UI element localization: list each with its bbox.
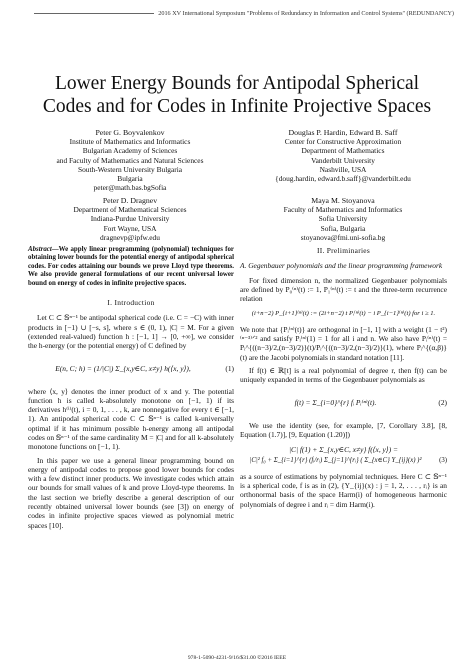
author-affiliation: South-Western University Bulgaria bbox=[77, 164, 183, 174]
author-affiliation: Center for Constructive Approximation bbox=[284, 137, 402, 147]
section-heading-introduction: I. Introduction bbox=[107, 298, 155, 308]
author-email: {doug.hardin, edward.b.saff}@vanderbilt.edu bbox=[275, 174, 411, 184]
equation-body: f(t) = Σ_{i=0}^{r} fᵢ Pᵢ⁽ⁿ⁾(t). bbox=[294, 397, 377, 407]
author-affiliation: and Faculty of Mathematics and Natural Sciences bbox=[56, 155, 204, 165]
recurrence-equation bbox=[240, 309, 447, 318]
paper-title bbox=[20, 72, 454, 118]
equation-body: |C| f(1) + Σ_{x,y∈C, x≠y} f(⟨x, y⟩) = bbox=[289, 445, 398, 455]
equation-3-line-2 bbox=[240, 456, 447, 465]
author-affiliation: Indiana-Purdue University bbox=[90, 214, 170, 224]
paragraph: Let C ⊂ 𝕊ⁿ⁻¹ be antipodal spherical code (i.e. C = −C) with inner products in [−1) ∪ [−s, s], where s ∈ (0, 1), |C| = M. For a given (extended real-valued) function h : [−1, 1] → [0, +∞], we consider the h-energy (or the potential energy) of C defined by bbox=[28, 313, 234, 351]
subsection-heading: A. Gegenbauer polynomials and the linear programming framework bbox=[240, 261, 443, 271]
paragraph: We use the identity (see, for example, [7, Corollary 3.8], [8, Equation (1.7)], [9, Equation (1.20)]) bbox=[240, 420, 447, 439]
author-affiliation: Vanderbilt University bbox=[311, 155, 375, 165]
author-affiliation: Bulgaria bbox=[117, 174, 143, 184]
author-block-boyvalenkov bbox=[30, 128, 230, 192]
author-block-dragnev bbox=[30, 196, 230, 242]
equation-2 bbox=[240, 391, 447, 415]
author-name: Peter G. Boyvalenkov bbox=[95, 128, 165, 137]
equation-body: E(n, C; h) = (1/|C|) Σ_{x,y∈C, x≠y} h(⟨x, y⟩), bbox=[55, 363, 191, 373]
author-block-hardin-saff bbox=[248, 128, 438, 183]
conference-header: 2016 XV International Symposium "Problems of Redundancy in Information and Control Systems" (REDUNDANCY) bbox=[20, 10, 454, 17]
author-affiliation: Faculty of Mathematics and Informatics bbox=[283, 205, 403, 215]
abstract-lead: Abstract bbox=[28, 246, 52, 253]
author-affiliation: Nashville, USA bbox=[319, 164, 367, 174]
equation-3-line-1 bbox=[240, 445, 447, 454]
author-affiliation: Department of Mathematics bbox=[301, 146, 385, 156]
author-email: dragnevp@ipfw.edu bbox=[100, 232, 160, 242]
abstract-text: —We apply linear programming (polynomial) techniques for obtaining lower bounds for the potential energy of antipodal spherical codes. For codes attaining our bounds we prove Lloyd type theorems. We also provide general formulations of our recent universal lower bound on energy of codes in infinite projective spaces. bbox=[28, 246, 234, 287]
author-affiliation: Bulgarian Academy of Sciences bbox=[82, 146, 178, 156]
paragraph: We note that {Pᵢ⁽ⁿ⁾(t)} are orthogonal in [−1, 1] with a weight (1 − t²)⁽ⁿ⁻³⁾ᐟ² and satisfy Pᵢ⁽ⁿ⁾(1) = 1 for all i and n. We also have Pᵢ⁽ⁿ⁾(t) = Pᵢ^{((n−3)/2,(n−3)/2)}(t)/Pᵢ^{((n−3)/2,(n−3)/2)}(1), where Pᵢ^{(α,β)}(t) are the Jacobi polynomials in standard notation [11]. bbox=[240, 324, 447, 362]
author-affiliation: Sofia, Bulgaria bbox=[320, 223, 366, 233]
paragraph: In this paper we use a general linear programming bound on energy of antipodal codes to propose good lower bounds for codes with a few distinct inner products. We investigate codes which attain our bounds for small values of k and prove Lloyd-type theorems. In the last section we briefly describe a general description of our recently obtained universal lower bounds (see [3]) on energy of codes in infinite projective spaces viewed as polynomial metric spaces [10]. bbox=[28, 455, 234, 530]
title-line: Lower Energy Bounds for Antipodal Spherical bbox=[54, 73, 420, 94]
author-name: Douglas P. Hardin, Edward B. Saff bbox=[288, 128, 398, 137]
author-affiliation: Institute of Mathematics and Informatics bbox=[69, 137, 191, 147]
left-column bbox=[28, 246, 234, 534]
paragraph: If f(t) ∈ ℝ[t] is a real polynomial of degree r, then f(t) can be uniquely expanded in terms of the Gegenbauer polynomials as bbox=[240, 365, 447, 385]
equation-1 bbox=[28, 357, 234, 381]
equation-body: (i+n−2) P_{i+1}⁽ⁿ⁾(t) := (2i+n−2) t Pᵢ⁽ⁿ⁾(t) − i P_{i−1}⁽ⁿ⁾(t) for i ≥ 1. bbox=[251, 310, 436, 318]
author-affiliation: Department of Mathematical Sciences bbox=[73, 205, 187, 215]
equation-number: (1) bbox=[225, 363, 234, 373]
section-heading-preliminaries: II. Preliminaries bbox=[316, 246, 371, 255]
paragraph: For fixed dimension n, the normalized Gegenbauer polynomials are defined by P₀⁽ⁿ⁾(t) := 1, P₁⁽ⁿ⁾(t) := t and the three-term recurrence relation bbox=[240, 275, 447, 304]
equation-number: (2) bbox=[438, 397, 447, 407]
author-affiliation: Fort Wayne, USA bbox=[103, 223, 157, 233]
author-name: Peter D. Dragnev bbox=[102, 196, 158, 205]
equation-body: |C|² f₀ + Σ_{i=1}^{r} (fᵢ/rᵢ) Σ_{j=1}^{rᵢ} ( Σ_{x∈C} Y_{ij}(x) )² bbox=[249, 457, 422, 465]
right-column bbox=[240, 246, 447, 513]
abstract bbox=[28, 246, 234, 288]
copyright-footer: 978-1-5090-4231-9/16/$31.00 ©2016 IEEE bbox=[187, 655, 287, 661]
paragraph: as a source of estimations by polynomial techniques. Here C ⊂ 𝕊ⁿ⁻¹ is a spherical code, f is as in (2), {Y_{ij}(x) : j = 1, 2, . . . , rᵢ} is an orthonormal basis of the space Harm(i) of homogeneous harmonic polynomials of degree i and rᵢ = dim Harm(i). bbox=[240, 471, 447, 509]
author-email: stoyanova@fmi.uni-sofia.bg bbox=[300, 232, 386, 242]
author-affiliation: Sofia University bbox=[318, 214, 368, 224]
title-line: Codes and for Codes in Infinite Projective Spaces bbox=[42, 96, 432, 117]
author-email: peter@math.bas.bgSofia bbox=[93, 183, 167, 193]
paragraph: where ⟨x, y⟩ denotes the inner product of x and y. The potential function h is called k-absolutely monotone on [−1, 1) if its derivatives h⁽ⁱ⁾(t), i = 0, 1, . . . , k, are nonnegative for every t ∈ [−1, 1). An antipodal spherical code C ⊂ 𝕊ⁿ⁻¹ is called k-universally optimal if it has minimum possible h-energy among all antipodal codes on 𝕊ⁿ⁻¹ of the same cardinality M = |C| and for all k-absolutely monotone functions on [−1, 1). bbox=[28, 386, 234, 452]
author-block-stoyanova bbox=[248, 196, 438, 242]
author-name: Maya M. Stoyanova bbox=[311, 196, 375, 205]
equation-number: (3) bbox=[439, 457, 447, 465]
